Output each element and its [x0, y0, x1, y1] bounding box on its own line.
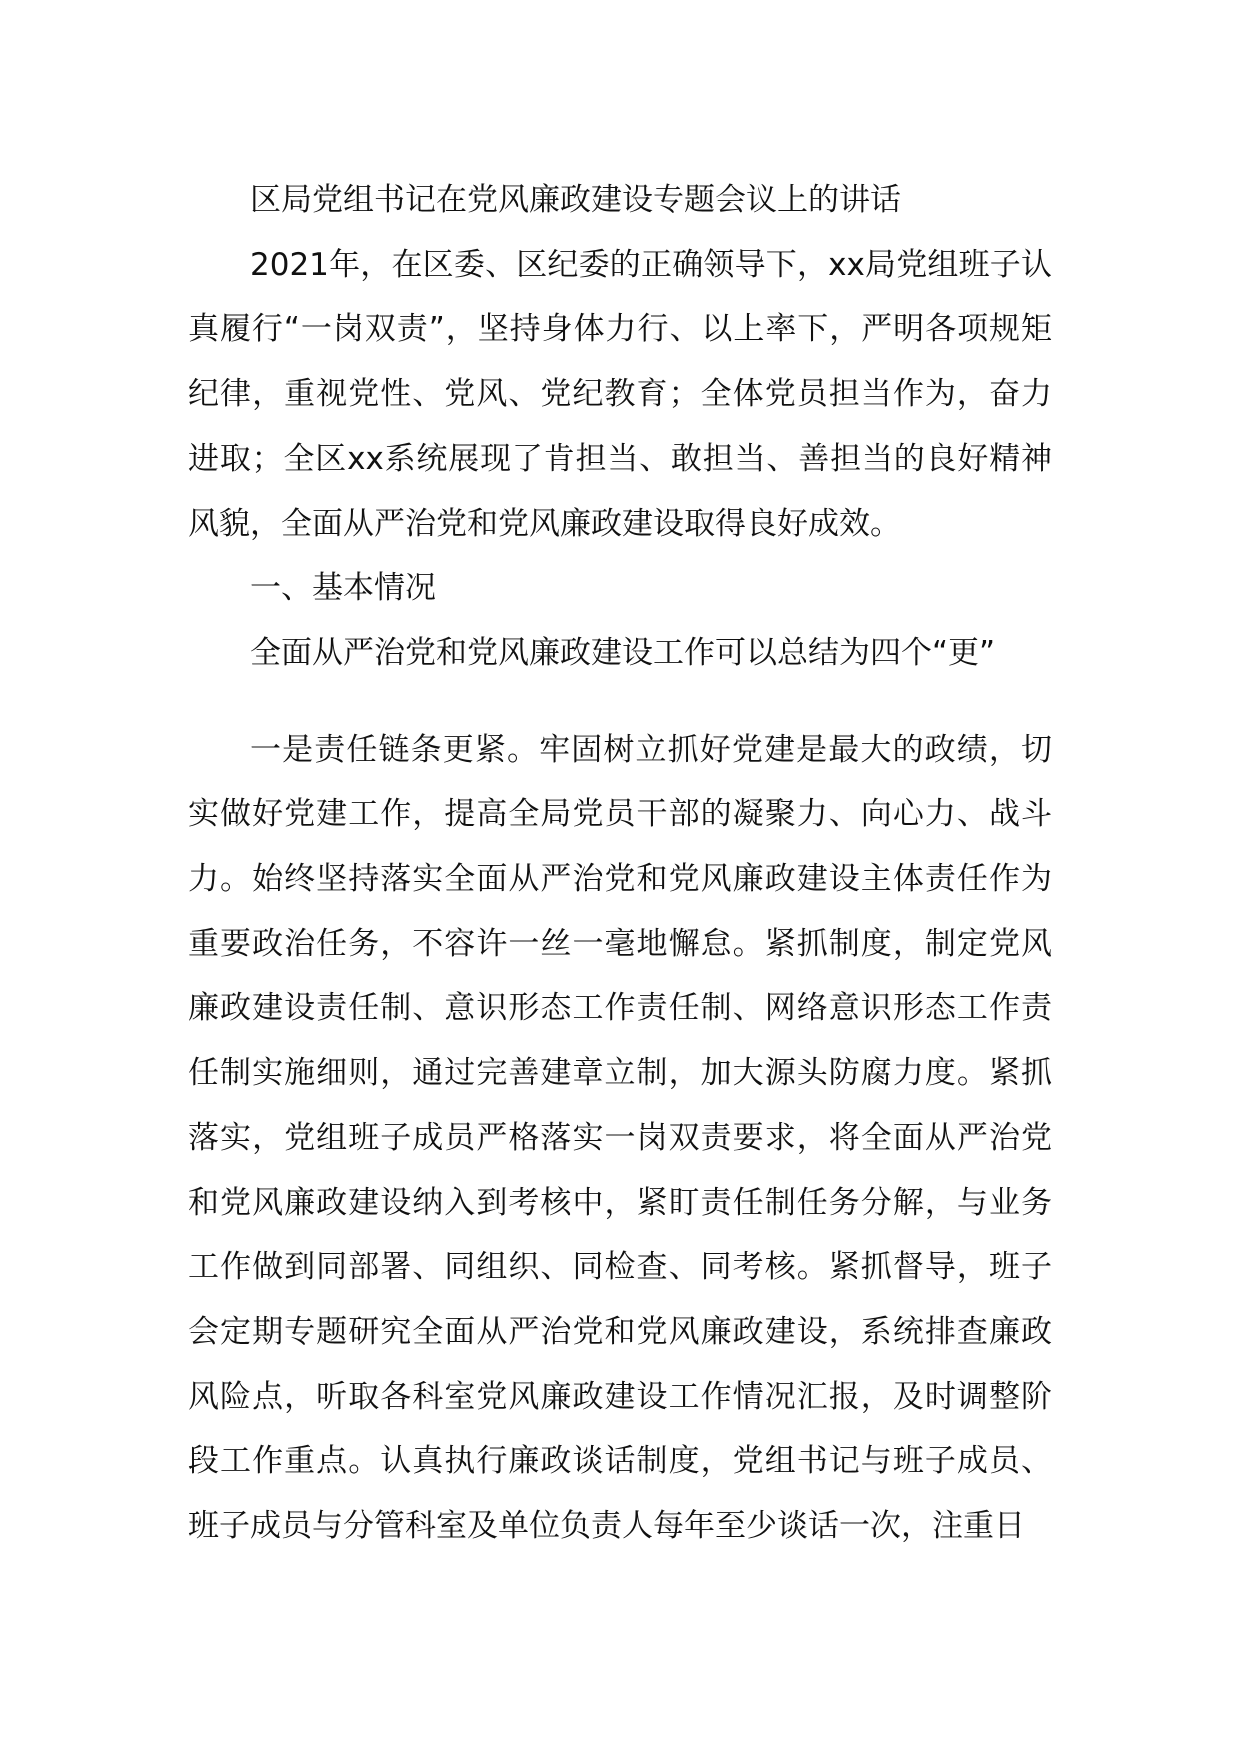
- intro-paragraph: 2021年，在区委、区纪委的正确领导下，xx局党组班子认真履行“一岗双责”，坚持身体力行、以上率下，严明各项规矩纪律，重视党性、党风、党纪教育；全体党员担当作为，奋力进取；全区xx系统展现了肯担当、敢担当、善担当的良好精神风貌，全面从严治党和党风廉政建设取得良好成效。: [188, 246, 1052, 542]
- point-one-paragraph: 一是责任链条更紧。牢固树立抓好党建是最大的政绩，切实做好党建工作，提高全局党员干部的凝聚力、向心力、战斗力。始终坚持落实全面从严治党和党风廉政建设主体责任作为重要政治任务，不容许一丝一毫地懈怠。紧抓制度，制定党风廉政建设责任制、意识形态工作责任制、网络意识形态工作责任制实施细则，通过完善建章立制，加大源头防腐力度。紧抓落实，党组班子成员严格落实一岗双责要求，将全面从严治党和党风廉政建设纳入到考核中，紧盯责任制任务分解，与业务工作做到同部署、同组织、同检查、同考核。紧抓督导，班子会定期专题研究全面从严治党和党风廉政建设，系统排查廉政风险点，听取各科室党风廉政建设工作情况汇报，及时调整阶段工作重点。认真执行廉政谈话制度，党组书记与班子成员、班子成员与分管科室及单位负责人每年至少谈话一次，注重日: [188, 731, 1052, 1545]
- document-body: [188, 168, 1052, 1559]
- section-summary: 全面从严治党和党风廉政建设工作可以总结为四个“更”: [250, 634, 996, 671]
- document-title: 区局党组书记在党风廉政建设专题会议上的讲话: [250, 182, 901, 218]
- section-heading: 一、基本情况: [250, 570, 436, 607]
